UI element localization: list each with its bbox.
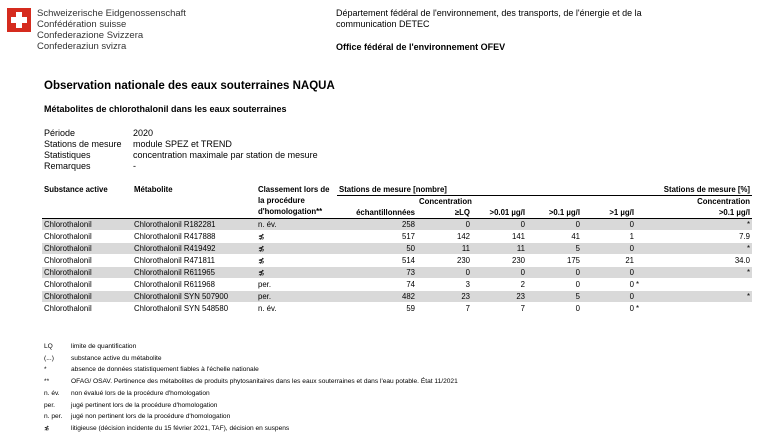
col-header-pct-01: >0.1 µg/l <box>636 207 752 219</box>
meta-key: Statistiques <box>44 150 91 160</box>
page-subtitle: Métabolites de chlorothalonil dans les eaux souterraines <box>44 104 287 114</box>
legend-item: n. év. non évalué lors de la procédure d'homologation <box>44 389 210 397</box>
cell-substance: Chlorothalonil <box>42 267 132 279</box>
cell-echantillonnees: 50 <box>337 243 417 255</box>
cell-echantillonnees: 517 <box>337 231 417 243</box>
group-header-pct: Stations de mesure [%] <box>636 184 752 196</box>
cell-lq: 11 <box>417 243 472 255</box>
cell-metabolite: Chlorothalonil R417888 <box>132 231 256 243</box>
col-header-1: >1 µg/l <box>582 207 636 219</box>
cell-metabolite: Chlorothalonil R611968 <box>132 279 256 291</box>
results-table <box>42 184 752 315</box>
cell-classement: n. év. <box>256 303 337 315</box>
meta-row <box>44 128 318 139</box>
cell-lq: 230 <box>417 255 472 267</box>
meta-row <box>44 161 318 172</box>
cell-echantillonnees: 74 <box>337 279 417 291</box>
meta-key: Remarques <box>44 161 91 171</box>
legend-item: LQ limite de quantification <box>44 343 137 350</box>
cell-metabolite: Chlorothalonil R471811 <box>132 255 256 267</box>
cell-substance: Chlorothalonil <box>42 303 132 315</box>
cell-echantillonnees: 482 <box>337 291 417 303</box>
cell-echantillonnees: 258 <box>337 219 417 231</box>
table-row <box>42 279 752 291</box>
cell-01: 175 <box>527 255 582 267</box>
cell-substance: Chlorothalonil <box>42 291 132 303</box>
confederation-de: Schweizerische Eidgenossenschaft <box>37 8 186 19</box>
table-row <box>42 291 752 303</box>
meta-value: 2020 <box>133 128 154 138</box>
cell-classement: per. <box>256 279 337 291</box>
cell-01: 0 <box>527 219 582 231</box>
cell-classement: ≴ <box>256 243 337 255</box>
confederation-names <box>37 8 186 52</box>
cell-01: 41 <box>527 231 582 243</box>
cell-pct: 34.0 <box>636 255 752 267</box>
cell-1: 0 <box>582 219 636 231</box>
cell-01: 5 <box>527 291 582 303</box>
cell-pct: 7.9 <box>636 231 752 243</box>
subheader-concentration: Concentration <box>419 197 472 206</box>
col-header-echantillonnees: échantillonnées <box>337 207 417 219</box>
meta-key: Période <box>44 128 76 138</box>
cell-pct <box>636 303 752 315</box>
meta-row <box>44 139 318 150</box>
cell-classement: per. <box>256 291 337 303</box>
legend-item: (...) substance active du métabolite <box>44 354 162 362</box>
cell-1: 1 <box>582 231 636 243</box>
meta-row <box>44 150 318 161</box>
office-name: Office fédéral de l'environnement OFEV <box>336 42 506 52</box>
confederation-rm: Confederaziun svizra <box>37 41 127 52</box>
meta-key: Stations de mesure <box>44 139 122 149</box>
unreliable-marker: * <box>636 304 640 313</box>
cell-01: 0 <box>527 303 582 315</box>
col-header-metabolite: Métabolite <box>132 184 256 219</box>
legend-item: * absence de données statistiquement fiables à l'échelle nationale <box>44 366 259 374</box>
cell-classement: ≴ <box>256 255 337 267</box>
cell-001: 2 <box>472 279 527 291</box>
cell-pct: * <box>636 243 752 255</box>
cell-lq: 142 <box>417 231 472 243</box>
cell-001: 23 <box>472 291 527 303</box>
page-title: Observation nationale des eaux souterraines NAQUA <box>44 80 335 92</box>
cell-lq: 23 <box>417 291 472 303</box>
col-header-substance: Substance active <box>42 184 132 219</box>
cell-substance: Chlorothalonil <box>42 243 132 255</box>
cell-lq: 3 <box>417 279 472 291</box>
cell-001: 141 <box>472 231 527 243</box>
cell-pct: * <box>636 291 752 303</box>
cell-classement: ≴ <box>256 267 337 279</box>
cell-pct <box>636 279 752 291</box>
cell-substance: Chlorothalonil <box>42 219 132 231</box>
table-row <box>42 243 752 255</box>
cell-pct: * <box>636 267 752 279</box>
col-header-01: >0.1 µg/l <box>527 207 582 219</box>
legend-item: ≴ litigieuse (décision incidente du 15 février 2021, TAF), décision en suspens <box>44 424 290 432</box>
legend-item: ** OFAG/ OSAV. Pertinence des métabolites de produits phytosanitaires dans les eaux souterraines et dans l'eau potable. État 11/2021 <box>44 378 458 386</box>
cell-001: 7 <box>472 303 527 315</box>
table-row <box>42 303 752 315</box>
meta-value: module SPEZ et TREND <box>133 139 232 149</box>
cell-substance: Chlorothalonil <box>42 255 132 267</box>
cell-metabolite: Chlorothalonil R611965 <box>132 267 256 279</box>
cell-pct: * <box>636 219 752 231</box>
cell-metabolite: Chlorothalonil SYN 548580 <box>132 303 256 315</box>
metadata-block <box>44 128 318 172</box>
cell-substance: Chlorothalonil <box>42 279 132 291</box>
col-header-001: >0.01 µg/l <box>472 207 527 219</box>
cell-1: 0 <box>582 243 636 255</box>
cell-metabolite: Chlorothalonil R182281 <box>132 219 256 231</box>
cell-lq: 0 <box>417 219 472 231</box>
legend-item: n. per. jugé non pertinent lors de la procédure d'homologation <box>44 413 231 421</box>
legend-item: per. jugé pertinent lors de la procédure d'homologation <box>44 401 218 409</box>
table-row <box>42 231 752 243</box>
table-row <box>42 267 752 279</box>
confederation-it: Confederazione Svizzera <box>37 30 144 41</box>
table-row <box>42 255 752 267</box>
unreliable-marker: * <box>636 280 640 289</box>
cell-echantillonnees: 59 <box>337 303 417 315</box>
cell-classement: n. év. <box>256 219 337 231</box>
meta-value: - <box>133 161 136 171</box>
cell-001: 11 <box>472 243 527 255</box>
table-row <box>42 219 752 231</box>
meta-value: concentration maximale par station de mesure <box>133 150 318 160</box>
cell-echantillonnees: 73 <box>337 267 417 279</box>
confederation-fr: Confédération suisse <box>37 19 127 30</box>
cell-metabolite: Chlorothalonil R419492 <box>132 243 256 255</box>
cell-1: 0 <box>582 291 636 303</box>
cell-1: 0 * <box>582 303 636 315</box>
cell-01: 5 <box>527 243 582 255</box>
cell-substance: Chlorothalonil <box>42 231 132 243</box>
swiss-cross-logo <box>7 8 31 32</box>
department-name: Département fédéral de l'environnement, des transports, de l'énergie et de la communication DETEC <box>336 8 642 29</box>
cell-001: 230 <box>472 255 527 267</box>
cell-01: 0 <box>527 267 582 279</box>
cell-1: 0 * <box>582 279 636 291</box>
cell-1: 0 <box>582 267 636 279</box>
cell-echantillonnees: 514 <box>337 255 417 267</box>
cell-1: 21 <box>582 255 636 267</box>
subheader-concentration-pct: Concentration <box>697 197 751 206</box>
group-header-count: Stations de mesure [nombre] <box>337 184 636 196</box>
cell-lq: 0 <box>417 267 472 279</box>
col-header-classement: Classement lors de la procédure d'homologation** <box>256 184 337 219</box>
col-header-lq: ≥LQ <box>417 207 472 219</box>
cell-classement: ≴ <box>256 231 337 243</box>
cell-01: 0 <box>527 279 582 291</box>
cell-metabolite: Chlorothalonil SYN 507900 <box>132 291 256 303</box>
cell-001: 0 <box>472 219 527 231</box>
legend <box>44 341 458 435</box>
cell-lq: 7 <box>417 303 472 315</box>
cell-001: 0 <box>472 267 527 279</box>
